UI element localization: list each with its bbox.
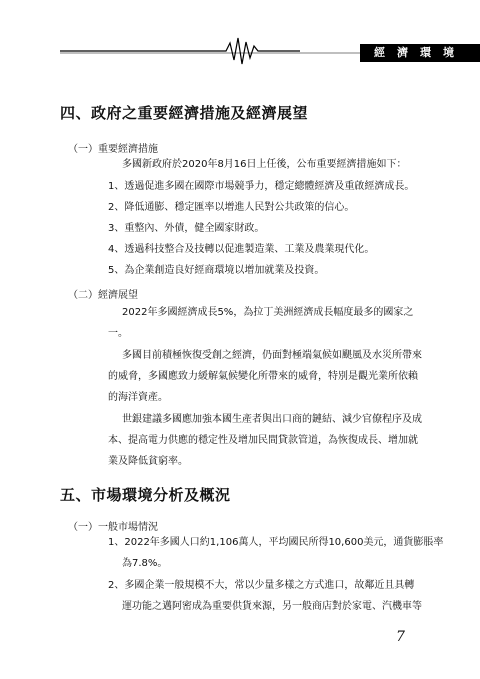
paragraph-line: 本、提高電力供應的穩定性及增加民間貸款管道，為恢復成長、增加就 <box>108 435 418 446</box>
paragraph-line: 一。 <box>108 328 128 339</box>
list-item: 5、為企業創造良好經商環境以增加就業及投資。 <box>108 265 325 276</box>
list-item: 4、透過科技整合及技轉以促進製造業、工業及農業現代化。 <box>108 244 375 255</box>
chapter-tab: 經濟環境 <box>360 44 480 62</box>
paragraph-line: 2022年多國經濟成長5%，為拉丁美洲經濟成長幅度最多的國家之 <box>122 307 414 318</box>
paragraph-line: 業及降低貧窮率。 <box>108 456 188 467</box>
list-item-line: 運功能之邁阿密成為重要供貨來源，另一般商店對於家電、汽機車等 <box>122 601 422 612</box>
subsection-heading: （一）一般市場情況 <box>68 522 158 533</box>
list-item-line: 1、2022年多國人口約1,106萬人，平均國民所得10,600美元，通貨膨脹率 <box>108 537 444 548</box>
paragraph-line: 世銀建議多國應加強本國生產者與出口商的鏈結、減少官僚程序及成 <box>122 414 422 425</box>
subsection-heading: （二）經濟展望 <box>68 290 138 301</box>
paragraph-line: 的海洋資產。 <box>108 392 168 403</box>
list-item: 2、降低通膨、穩定匯率以增進人民對公共政策的信心。 <box>108 202 355 213</box>
subsection-heading: （一）重要經濟措施 <box>68 144 158 155</box>
paragraph-line: 的威脅，多國應致力緩解氣候變化所帶來的威脅，特別是觀光業所依賴 <box>108 371 418 382</box>
paragraph-line: 多國目前積極恢復受創之經濟，仍面對極端氣候如颶風及水災所帶來 <box>122 350 422 361</box>
section-heading: 五、市場環境分析及概況 <box>60 486 231 504</box>
list-item-line: 2、多國企業一般規模不大，常以少量多樣之方式進口，故鄰近且具轉 <box>108 580 415 591</box>
list-item: 1、透過促進多國在國際市場競爭力，穩定總體經濟及重啟經濟成長。 <box>108 181 415 192</box>
page-number: 7 <box>396 629 405 645</box>
list-item-line: 為7.8%。 <box>122 558 168 569</box>
paragraph: 多國新政府於2020年8月16日上任後，公布重要經濟措施如下： <box>122 159 407 170</box>
page-header <box>60 34 466 66</box>
section-heading: 四、政府之重要經濟措施及經濟展望 <box>60 104 309 122</box>
list-item: 3、重整內、外債，健全國家財政。 <box>108 223 265 234</box>
